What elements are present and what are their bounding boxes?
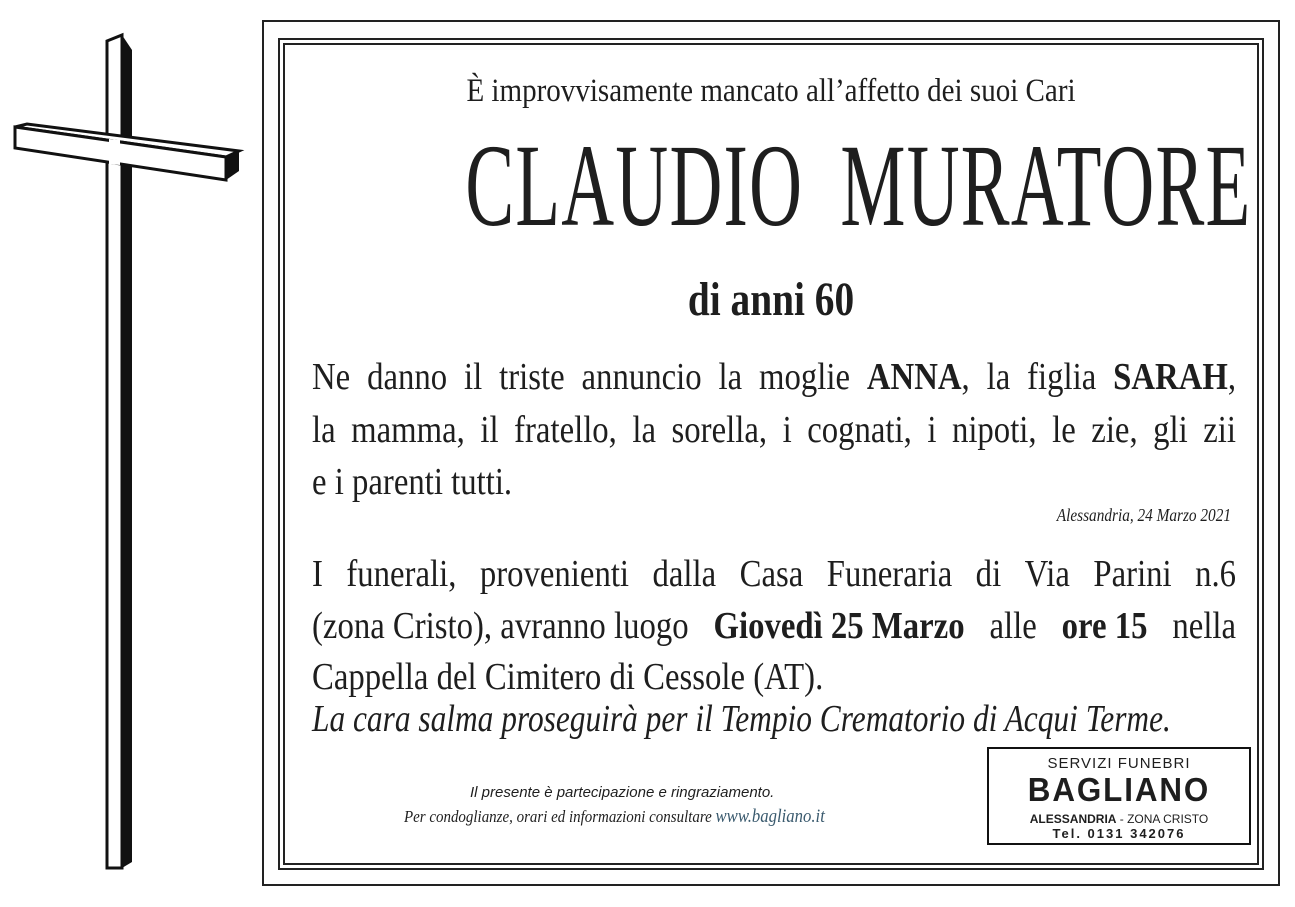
- word: la: [986, 356, 1011, 398]
- deceased-name: [465, 106, 1252, 266]
- announcement-line-3: e i parenti tutti.: [312, 461, 513, 503]
- word: mamma,: [351, 409, 465, 451]
- word: di: [975, 553, 1002, 595]
- first-name: CLAUDIO: [465, 120, 804, 251]
- funeral-text: (zona Cristo), avranno luogo: [312, 605, 689, 647]
- word: zii: [1203, 409, 1237, 451]
- word: danno: [367, 356, 448, 398]
- funeral-line-2: [312, 604, 1236, 648]
- logo-city: ALESSANDRIA: [1029, 812, 1117, 826]
- comma: ,: [1227, 356, 1237, 398]
- word: i: [927, 409, 937, 451]
- place-date: Alessandria, 24 Marzo 2021: [1056, 505, 1231, 525]
- word: moglie: [759, 356, 851, 398]
- funeral-home-logo: [987, 747, 1251, 845]
- logo-address: [989, 812, 1249, 826]
- word: figlia: [1027, 356, 1097, 398]
- last-name: MURATORE: [840, 120, 1252, 251]
- funeral-line-3: Cappella del Cimitero di Cessole (AT).: [312, 656, 824, 698]
- logo-phone: Tel. 0131 342076: [1052, 826, 1186, 841]
- funeral-text: alle: [989, 605, 1037, 647]
- wife-name: ANNA: [866, 356, 962, 398]
- word: il: [480, 409, 499, 451]
- age-text: di anni 60: [687, 273, 855, 326]
- condolences-line: [404, 806, 825, 828]
- word: il: [464, 356, 483, 398]
- announcement-line-1: [312, 355, 1236, 399]
- word: la: [632, 409, 657, 451]
- word: i: [782, 409, 792, 451]
- logo-tagline: SERVIZI FUNEBRI: [1047, 755, 1191, 772]
- funeral-time: ore 15: [1061, 605, 1148, 647]
- word: n.6: [1195, 553, 1237, 595]
- daughter-name: SARAH: [1113, 356, 1228, 398]
- comma: ,: [961, 356, 970, 398]
- word: la: [718, 356, 743, 398]
- funeral-text: nella: [1172, 605, 1237, 647]
- word: provenienti: [479, 553, 630, 595]
- word: dalla: [652, 553, 717, 595]
- word: cognati,: [807, 409, 912, 451]
- word: funerali,: [346, 553, 457, 595]
- logo-name: BAGLIANO: [1027, 771, 1211, 808]
- intro-text: È improvvisamente mancato all’affetto dei suoi Cari: [466, 73, 1076, 109]
- closing-text: La cara salma proseguirà per il Tempio Crematorio di Acqui Terme.: [312, 698, 1171, 740]
- website-link[interactable]: www.bagliano.it: [715, 806, 825, 827]
- word: sorella,: [671, 409, 768, 451]
- logo-zone: - ZONA CRISTO: [1116, 812, 1209, 826]
- word: annuncio: [581, 356, 702, 398]
- condolences-text: Per condoglianze, orari ed informazioni consultare: [404, 807, 712, 826]
- word: la: [312, 409, 336, 451]
- word: zie,: [1091, 409, 1138, 451]
- word: gli: [1153, 409, 1188, 451]
- word: le: [1052, 409, 1076, 451]
- funeral-line-1: [312, 552, 1236, 596]
- announcement-line-2: [312, 408, 1236, 452]
- thanks-text: Il presente è partecipazione e ringraziamento.: [470, 784, 775, 801]
- cross-icon: [0, 0, 260, 907]
- word: Casa: [739, 553, 804, 595]
- word: fratello,: [514, 409, 617, 451]
- word: triste: [499, 356, 565, 398]
- word: Via: [1024, 553, 1070, 595]
- word: Funeraria: [826, 553, 953, 595]
- word: Parini: [1093, 553, 1172, 595]
- word: Ne: [312, 356, 351, 398]
- word: nipoti,: [951, 409, 1037, 451]
- word: I: [312, 553, 323, 595]
- funeral-day: Giovedì 25 Marzo: [713, 605, 965, 647]
